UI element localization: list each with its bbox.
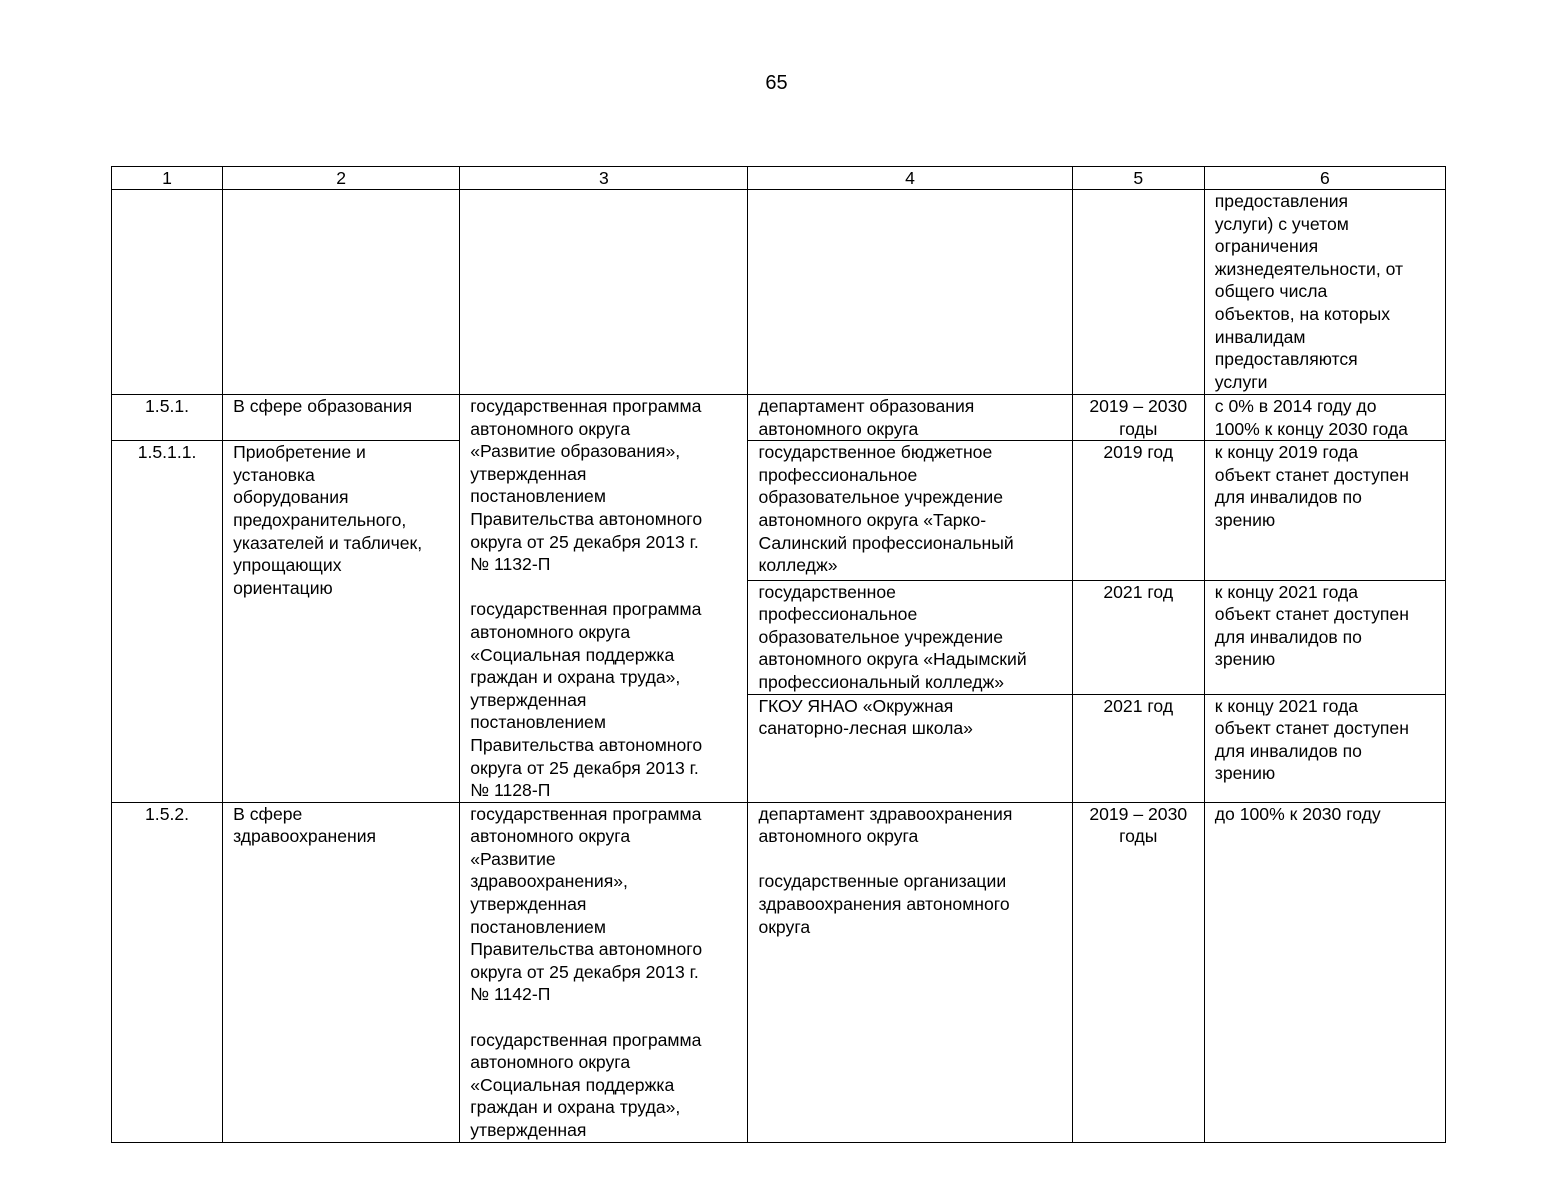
- cell-period: 2021 год: [1072, 694, 1204, 802]
- cell-executor: государственное профессиональное образовательное учреждение автономного округа «Надымский профессиональный колледж»: [748, 580, 1072, 694]
- cell-empty: [1072, 190, 1204, 395]
- cell-empty: [460, 190, 748, 395]
- cell-empty: [112, 190, 223, 395]
- header-cell-4: 4: [748, 167, 1072, 190]
- header-cell-1: 1: [112, 167, 223, 190]
- header-cell-2: 2: [223, 167, 460, 190]
- cell-period: 2019 – 2030 годы: [1072, 802, 1204, 1142]
- cell-empty: [748, 190, 1072, 395]
- cell-program: государственная программа автономного округа «Развитие образования», утвержденная постановлением Правительства автономного округа от 25 декабря 2013 г. № 1132-П государственная программа автономного округа «Социальная поддержка граждан и охрана труда», утвержденная постановлением Правительства автономного округа от 25 декабря 2013 г. № 1128-П: [460, 395, 748, 803]
- cell-result: к концу 2019 года объект станет доступен для инвалидов по зрению: [1204, 441, 1445, 581]
- cell-executor: департамент здравоохранения автономного округа государственные организации здравоохранения автономного округа: [748, 802, 1072, 1142]
- cell-period: 2021 год: [1072, 580, 1204, 694]
- cell-executor: государственное бюджетное профессиональное образовательное учреждение автономного округа «Тарко- Салинский профессиональный колледж»: [748, 441, 1072, 581]
- table-row-continued: [112, 190, 1446, 395]
- cell-name: В сфере здравоохранения: [223, 802, 460, 1142]
- cell-period: 2019 – 2030 годы: [1072, 395, 1204, 441]
- measures-table: [111, 166, 1446, 1143]
- cell-result: к концу 2021 года объект станет доступен для инвалидов по зрению: [1204, 580, 1445, 694]
- header-cell-6: 6: [1204, 167, 1445, 190]
- table-row-1-5-1-1: [112, 441, 1446, 581]
- header-cell-5: 5: [1072, 167, 1204, 190]
- cell-executor: департамент образования автономного округа: [748, 395, 1072, 441]
- cell-empty: [223, 190, 460, 395]
- cell-result: до 100% к 2030 году: [1204, 802, 1445, 1142]
- cell-number: 1.5.1.1.: [112, 441, 223, 803]
- page-number: 65: [765, 72, 788, 94]
- header-cell-3: 3: [460, 167, 748, 190]
- cell-number: 1.5.2.: [112, 802, 223, 1142]
- table-row-1-5-2: [112, 802, 1446, 1142]
- table-row-1-5-1: [112, 395, 1446, 441]
- header-row: [112, 167, 1446, 190]
- cell-result: предоставления услуги) с учетом ограничения жизнедеятельности, от общего числа объектов, на которых инвалидам предоставляются услуги: [1204, 190, 1445, 395]
- cell-program: государственная программа автономного округа «Развитие здравоохранения», утвержденная постановлением Правительства автономного округа от 25 декабря 2013 г. № 1142-П государственная программа автономного округа «Социальная поддержка граждан и охрана труда», утвержденная: [460, 802, 748, 1142]
- cell-name: Приобретение и установка оборудования предохранительного, указателей и табличек, упрощающих ориентацию: [223, 441, 460, 803]
- cell-period: 2019 год: [1072, 441, 1204, 581]
- cell-number: 1.5.1.: [112, 395, 223, 441]
- cell-name: В сфере образования: [223, 395, 460, 441]
- cell-result: с 0% в 2014 году до 100% к концу 2030 года: [1204, 395, 1445, 441]
- cell-executor: ГКОУ ЯНАО «Окружная санаторно-лесная школа»: [748, 694, 1072, 802]
- cell-result: к концу 2021 года объект станет доступен для инвалидов по зрению: [1204, 694, 1445, 802]
